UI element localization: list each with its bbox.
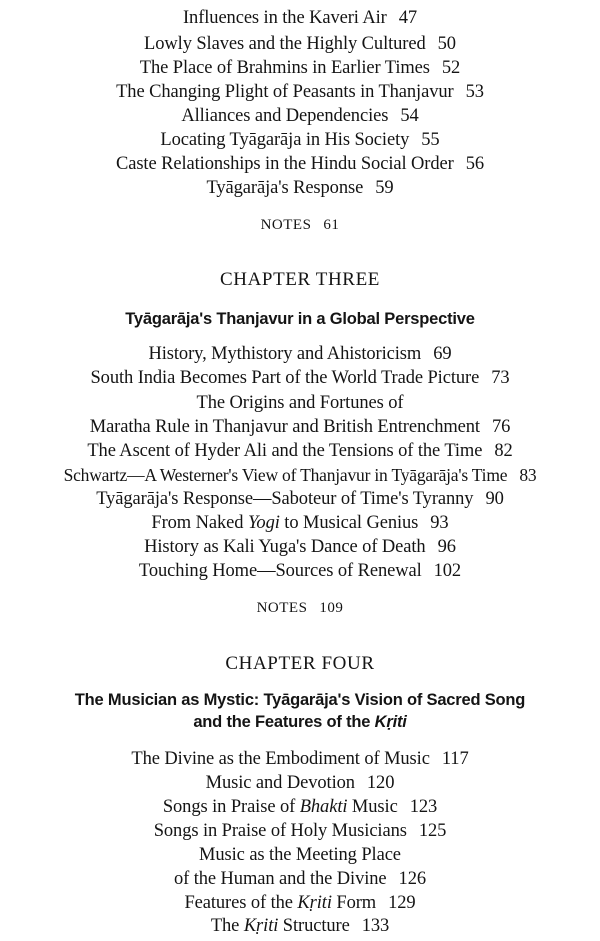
entry-title: Alliances and Dependencies	[181, 106, 389, 126]
notes-label: NOTES	[260, 217, 312, 233]
toc-entry	[0, 748, 600, 770]
entry-title: The Origins and Fortunes of	[196, 393, 404, 413]
entry-page: 120	[366, 773, 395, 793]
notes-label: NOTES	[256, 600, 308, 616]
entry-title: Music	[347, 797, 398, 817]
entry-title: Locating Tyāgarāja in His Society	[160, 130, 410, 150]
entry-page: 54	[400, 106, 419, 126]
toc-entry	[0, 536, 600, 558]
entry-title: Tyāgarāja's Response—Saboteur of Time's Tyranny	[96, 489, 474, 509]
entry-title: South India Becomes Part of the World Trade Picture	[90, 368, 480, 388]
entry-page: 129	[388, 893, 416, 913]
chapter-three-heading: CHAPTER THREE	[220, 269, 380, 290]
toc-entry	[0, 915, 600, 937]
entry-page: 102	[433, 561, 462, 581]
entry-page: 93	[430, 513, 449, 533]
entry-title: The Changing Plight of Peasants in Thanjavur	[116, 82, 454, 102]
toc-entry	[0, 772, 600, 794]
toc-entry	[0, 177, 600, 199]
entry-title: to Musical Genius	[279, 513, 419, 533]
entry-title: The Divine as the Embodiment of Music	[131, 749, 430, 769]
toc-entry	[0, 7, 600, 29]
entry-title: Songs in Praise of	[162, 797, 300, 817]
toc-entry	[0, 868, 600, 890]
notes-entry	[0, 597, 600, 619]
entry-title: Form	[331, 893, 377, 913]
entry-page: 59	[375, 178, 394, 198]
entry-page: 76	[491, 417, 511, 437]
entry-title: History as Kali Yuga's Dance of Death	[144, 537, 426, 557]
entry-title: The	[210, 916, 244, 936]
toc-entry	[0, 844, 600, 866]
entry-title-italic: Bhakti	[299, 797, 348, 817]
entry-title: Lowly Slaves and the Highly Cultured	[144, 34, 426, 54]
entry-page: 52	[441, 58, 461, 78]
notes-page: 61	[323, 217, 340, 233]
entry-title: of the Human and the Divine	[173, 869, 387, 889]
chapter-four-title-line2	[0, 711, 600, 733]
notes-page: 109	[319, 600, 344, 616]
entry-title: Music as the Meeting Place	[199, 845, 401, 865]
toc-entry	[0, 440, 600, 462]
entry-page: 125	[418, 821, 447, 841]
entry-page: 117	[441, 749, 469, 769]
entry-title: The Ascent of Hyder Ali and the Tensions of the Time	[87, 441, 483, 461]
toc-entry	[0, 416, 600, 438]
entry-page: 126	[398, 869, 426, 889]
toc-entry	[0, 343, 600, 365]
entry-title: The Place of Brahmins in Earlier Times	[139, 58, 430, 78]
entry-page: 56	[465, 154, 484, 174]
chapter-four-title-line1: The Musician as Mystic: Tyāgarāja's Vision of Sacred Song	[74, 691, 526, 709]
toc-entry	[0, 796, 600, 818]
chapter-four-heading: CHAPTER FOUR	[225, 653, 375, 674]
toc-entry	[0, 105, 600, 127]
entry-page: 47	[398, 8, 418, 28]
toc-entry	[0, 488, 600, 510]
entry-title: History, Mythistory and Ahistoricism	[148, 344, 422, 364]
entry-page: 83	[519, 465, 537, 485]
entry-title: From Naked	[151, 513, 248, 533]
entry-title: Maratha Rule in Thanjavur and British Entrenchment	[89, 417, 480, 437]
chapter-four-title-text: and the Features of the	[193, 713, 375, 731]
toc-entry	[0, 129, 600, 151]
entry-page: 73	[491, 368, 510, 388]
toc-entry	[0, 512, 600, 534]
entry-page: 50	[437, 34, 456, 54]
entry-title: Music and Devotion	[205, 773, 355, 793]
toc-entry	[0, 392, 600, 414]
entry-page: 133	[361, 916, 390, 936]
toc-entry	[0, 464, 600, 486]
entry-title: Tyāgarāja's Response	[206, 178, 364, 198]
entry-title: Touching Home—Sources of Renewal	[138, 561, 422, 581]
entry-title: Structure	[278, 916, 350, 936]
entry-title: Features of the	[184, 893, 298, 913]
entry-page: 96	[437, 537, 456, 557]
toc-entry	[0, 153, 600, 175]
entry-title: Songs in Praise of Holy Musicians	[153, 821, 407, 841]
entry-title-italic: Kṛiti	[243, 916, 279, 936]
entry-page: 53	[465, 82, 484, 102]
toc-entry	[0, 892, 600, 914]
entry-title: Schwartz—A Westerner's View of Thanjavur in Tyāgarāja's Time	[63, 465, 508, 485]
toc-entry	[0, 33, 600, 55]
chapter-three-title: Tyāgarāja's Thanjavur in a Global Perspective	[125, 310, 475, 328]
entry-page: 82	[494, 441, 513, 461]
toc-entry	[0, 81, 600, 103]
toc-entry	[0, 820, 600, 842]
toc-entry	[0, 367, 600, 389]
entry-title-italic: Kṛiti	[297, 893, 332, 913]
entry-page: 90	[485, 489, 504, 509]
entry-page: 55	[421, 130, 440, 150]
toc-entry	[0, 57, 600, 79]
chapter-four-title-italic: Kṛiti	[374, 713, 407, 731]
entry-title-italic: Yogi	[247, 513, 280, 533]
notes-entry	[0, 214, 600, 236]
entry-title: Caste Relationships in the Hindu Social Order	[115, 154, 454, 174]
entry-page: 123	[409, 797, 438, 817]
entry-title: Influences in the Kaveri Air	[182, 8, 387, 28]
entry-page: 69	[433, 344, 452, 364]
toc-entry	[0, 560, 600, 582]
